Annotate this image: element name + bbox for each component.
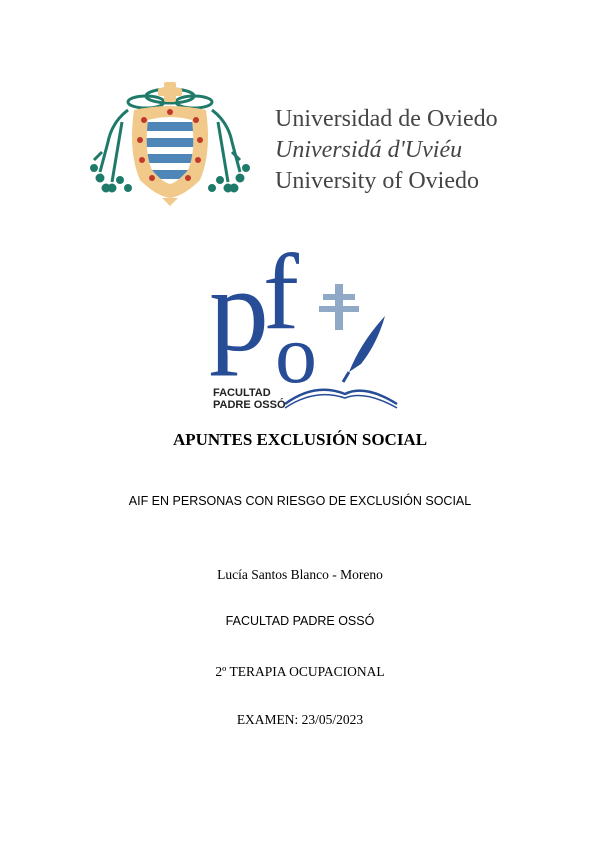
exam-date: EXAMEN: 23/05/2023	[236, 712, 364, 727]
university-name-ast: Universidá d'Uviéu	[275, 137, 463, 163]
university-name-es: Universidad de Oviedo	[275, 106, 498, 132]
faculty-logo-icon	[165, 232, 433, 414]
faculty-logo	[165, 232, 433, 414]
svg-text:o: o	[275, 308, 317, 401]
faculty-name: FACULTAD PADRE OSSÓ	[225, 614, 375, 628]
course-name: 2º TERAPIA OCUPACIONAL	[215, 664, 385, 679]
university-names	[275, 104, 525, 197]
document-subtitle: AIF EN PERSONAS CON RIESGO DE EXCLUSIÓN SOCIAL	[128, 494, 472, 508]
faculty-logo-caption-1: FACULTAD	[213, 387, 271, 399]
university-coat-of-arms-icon	[72, 72, 252, 212]
svg-text:p: p	[209, 243, 269, 376]
university-name-en: University of Oviedo	[275, 168, 479, 194]
document-title: APUNTES EXCLUSIÓN SOCIAL	[172, 430, 428, 449]
svg-text:f: f	[263, 233, 299, 352]
author-name: Lucía Santos Blanco - Moreno	[217, 567, 383, 582]
faculty-logo-caption-2: PADRE OSSÓ	[213, 399, 286, 411]
